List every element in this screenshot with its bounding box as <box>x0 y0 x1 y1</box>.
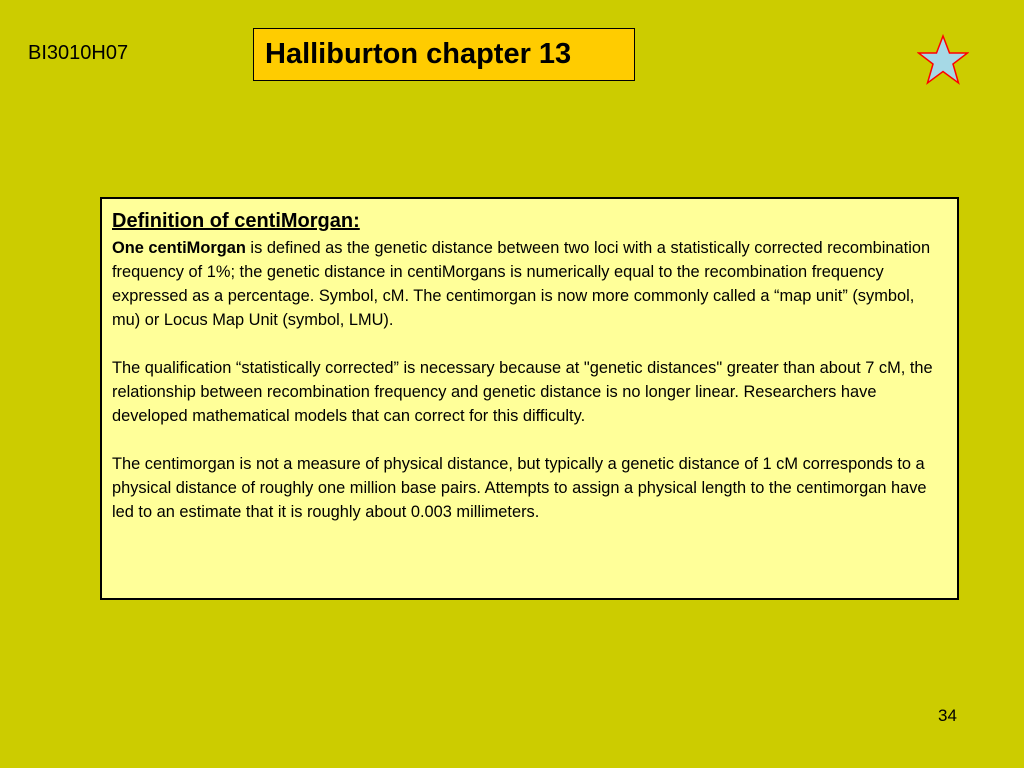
slide-title: Halliburton chapter 13 <box>253 28 635 81</box>
definition-heading: Definition of centiMorgan: <box>112 210 360 232</box>
definition-paragraph-1 <box>112 236 947 332</box>
definition-term: One centiMorgan <box>112 239 246 257</box>
course-code: BI3010H07 <box>28 42 129 64</box>
definition-paragraph-1-text: is defined as the genetic distance between two loci with a statistically corrected recombination frequency of 1%; the genetic distance in centiMorgans is numerically equal to the recombination frequency expressed as a percentage. Symbol, cM. The centimorgan is now more commonly called a “map unit” (symbol, mu) or Locus Map Unit (symbol, LMU). <box>112 239 931 329</box>
star-icon[interactable] <box>917 34 969 86</box>
star-shape <box>919 36 968 83</box>
slide-number: 34 <box>938 706 957 725</box>
definition-paragraph-3: The centimorgan is not a measure of physical distance, but typically a genetic distance of 1 cM corresponds to a physical distance of roughly one million base pairs. Attempts to assign a physical length to the centimorgan have led to an estimate that it is roughly about 0.003 millimeters. <box>112 455 927 521</box>
definition-paragraph-2: The qualification “statistically corrected” is necessary because at "genetic distances" greater than about 7 cM, the relationship between recombination frequency and genetic distance is no longer linear. Researchers have developed mathematical models that can correct for this difficulty. <box>112 359 933 425</box>
definition-box <box>100 197 959 600</box>
